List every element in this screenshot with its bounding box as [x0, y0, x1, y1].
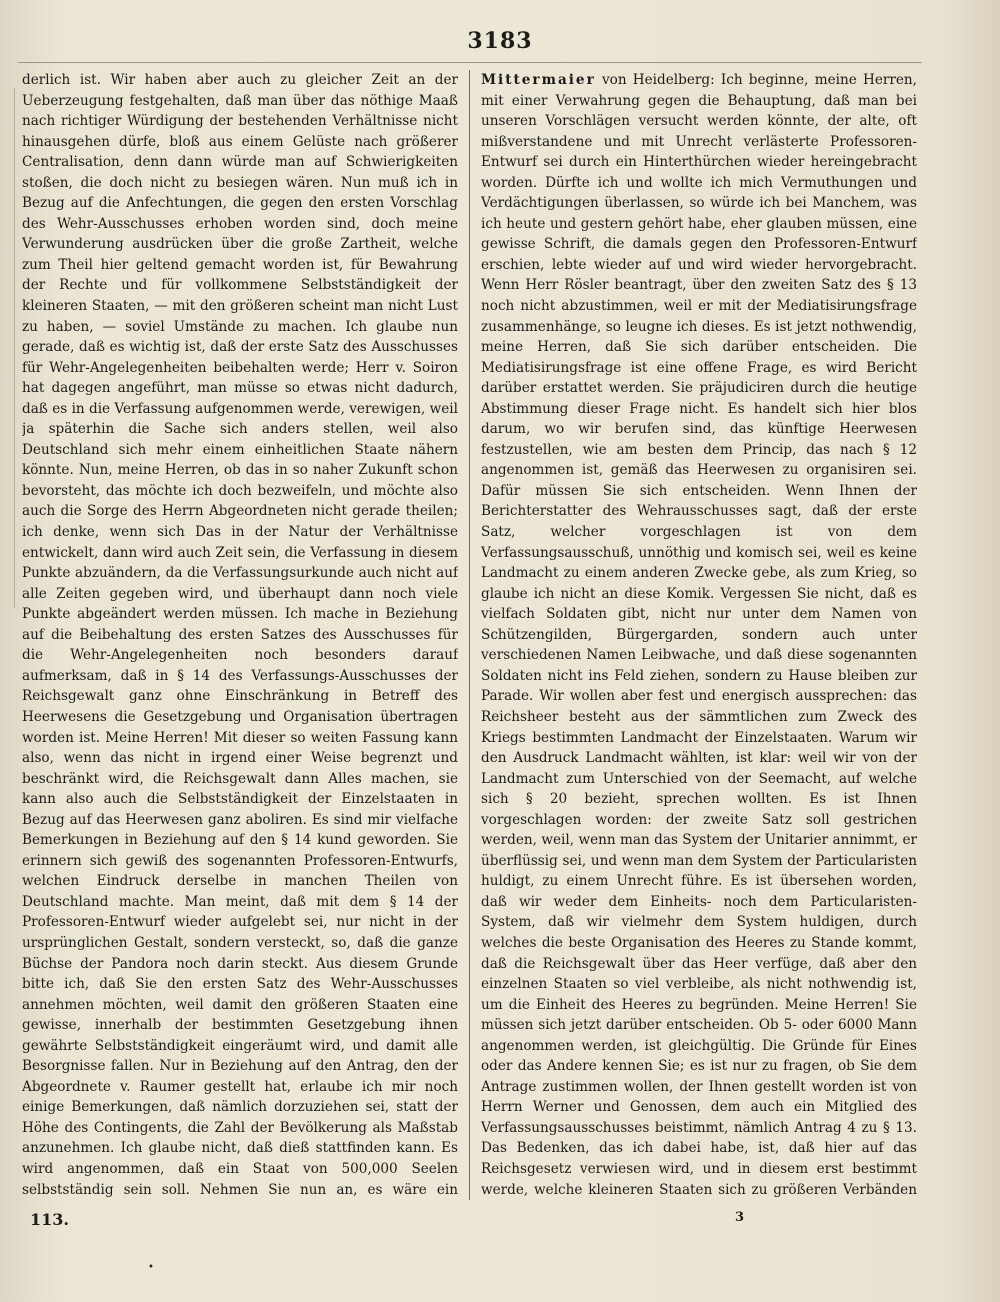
left-column	[22, 70, 458, 1200]
right-column-text	[481, 70, 917, 1200]
print-dot: •	[148, 1262, 154, 1273]
column-divider	[469, 70, 470, 1200]
left-column-text: derlich ist. Wir haben aber auch zu gleicher Zeit an der Ueberzeugung festgehalten, daß man über das nöthige Maaß nach richtiger Würdigung der bestehenden Verhältnisse nicht hinausgehen dürfe, bloß aus einem Gelüste nach größerer Centralisation, denn dann würde man auf Schwierigkeiten stoßen, die doch nicht zu besiegen wären. Nun muß ich in Bezug auf die Anfechtungen, die gegen den ersten Vorschlag des Wehr-Ausschusses erhoben worden sind, doch meine Verwunderung ausdrücken über die große Zartheit, welche zum Theil hier geltend gemacht worden ist, für Bewahrung der Rechte und für vollkommene Selbstständigkeit der kleineren Staaten, — mit den größeren scheint man nicht Lust zu haben, — soviel Umstände zu machen. Ich glaube nun gerade, daß es wichtig ist, daß der erste Satz des Ausschusses für Wehr-Angelegenheiten beibehalten werde; Herr v. Soiron hat dagegen angeführt, man müsse so etwas nicht dadurch, daß es in die Verfassung aufgenommen werde, verewigen, weil ja späterhin die Sache sich anders stellen, weil also Deutschland sich mehr einem einheitlichen Staate nähern könnte. Nun, meine Herren, ob das in so naher Zukunft schon bevorsteht, das möchte ich doch bezweifeln, und möchte also auch die Sorge des Herrn Abgeordneten nicht gerade theilen; ich denke, wenn sich Das in der Natur der Verhältnisse entwickelt, dann wird auch Zeit sein, die Verfassung in diesem Punkte abzuändern, da die Verfassungsurkunde auch nicht auf alle Zeiten gegeben wird, und überhaupt dann noch viele Punkte abgeändert werden müssen. Ich mache in Beziehung auf die Beibehaltung des ersten Satzes des Ausschusses für die Wehr-Angelegenheiten noch besonders darauf aufmerksam, daß in § 14 des Verfassungs-Ausschusses der Reichsgewalt ganz ohne Einschränkung in Betreff des Heerwesens die Gesetzgebung und Organisation übertragen worden ist. Meine Herren! Mit dieser so weiten Fassung kann also, wenn das nicht in irgend einer Weise begrenzt und beschränkt wird, die Reichsgewalt dann Alles machen, sie kann also auch die Selbstständigkeit der Einzelstaaten in Bezug auf das Heerwesen ganz aboliren. Es sind mir vielfache Bemerkungen in Beziehung auf den § 14 kund geworden. Sie erinnern sich gewiß des sogenannten Professoren-Entwurfs, welchen Eindruck derselbe in manchen Theilen von Deutschland machte. Man meint, daß mit dem § 14 der Professoren-Entwurf wieder aufgelebt sei, nur nicht in der ursprünglichen Gestalt, sondern versteckt, so, daß die ganze Büchse der Pandora noch darin steckt. Aus diesem Grunde bitte ich, daß Sie den ersten Satz des Wehr-Ausschusses annehmen möchten, weil damit den größeren Staaten eine gewisse, innerhalb der bestimmten Gesetzgebung ihnen gewährte Selbstständigkeit eingeräumt wird, und damit alle Besorgnisse fallen. Nur in Beziehung auf den Antrag, den der Abgeordnete v. Raumer gestellt hat, erlaube ich mir noch einige Bemerkungen, daß nämlich dorzuziehen sei, statt der Höhe des Contingents, die Zahl der Bevölkerung als Maßstab anzunehmen. Ich glaube nicht, daß dieß stattfinden kann. Es wird angenommen, daß ein Staat von 500,000 Seelen selbstständig sein soll. Nehmen Sie nun an, es wäre ein	[22, 72, 458, 1198]
right-column	[481, 70, 917, 1200]
page-number: 3183	[467, 28, 533, 54]
margin-pencil-mark	[14, 88, 15, 608]
signature-mark-left: 113.	[30, 1210, 69, 1229]
speech-text: von Heidelberg: Ich beginne, meine Herren, mit einer Verwahrung gegen die Behauptung, daß man bei unseren Vorschlägen versucht werden könnte, der alte, oft mißverstandene und mit Unrecht verlästerte Professoren-Entwurf sei durch ein Hinterthürchen wieder hereingebracht worden. Dürfte ich und wollte ich mich Vermuthungen und Verdächtigungen überlassen, so würde ich bei Manchem, was ich heute und gestern gehört habe, eher glauben müssen, eine gewisse Schrift, die damals gegen den Professoren-Entwurf erschien, lebte wieder auf und wird wieder hervorgebracht. Wenn Herr Rösler beantragt, über den zweiten Satz des § 13 noch nicht abzustimmen, weil er mit der Mediatisirungsfrage zusammenhänge, so leugne ich dieses. Es ist jetzt nothwendig, meine Herren, daß Sie sich darüber entscheiden. Die Mediatisirungsfrage ist eine offene Frage, es wird Bericht darüber erstattet werden. Sie präjudiciren durch die heutige Abstimmung dieser Frage nicht. Es handelt sich hier blos darum, wo wir berufen sind, das künftige Heerwesen festzustellen, wie am besten dem Princip, das nach § 12 angenommen ist, gemäß das Heerwesen zu organisiren sei. Dafür müssen Sie sich entscheiden. Wenn Ihnen der Berichterstatter des Wehrausschusses sagt, daß der erste Satz, welcher vorgeschlagen ist von dem Verfassungsausschuß, unnöthig und komisch sei, weil es keine Landmacht zu einem anderen Zwecke gebe, als zum Krieg, so glaube ich nicht an diese Komik. Vergessen Sie nicht, daß es vielfach Soldaten gibt, nicht nur unter dem Namen von Schützengilden, Bürgergarden, sondern auch unter verschiedenen Namen Leibwache, und daß diese sogenannten Soldaten nicht ins Feld ziehen, sondern zu Hause bleiben zur Parade. Wir wollen aber fest und energisch aussprechen: das Reichsheer besteht aus der sämmtlichen zum Zweck des Kriegs bestimmten Landmacht der Einzelstaaten. Warum wir den Ausdruck Landmacht wählten, ist klar: weil wir von der Landmacht zum Unterschied von der Seemacht, auf welche sich § 20 bezieht, sprechen wollten. Es ist Ihnen vorgeschlagen worden: der zweite Satz soll gestrichen werden, weil, wenn man das System der Unitarier annimmt, er überflüssig sei, und wenn man dem System der Particularisten huldigt, zu einem Unrecht führe. Es ist übersehen worden, daß wir weder dem Einheits- noch dem Particularisten-System, daß wir vielmehr dem System huldigen, durch welches die beste Organisation des Heeres zu Stande kommt, daß die Reichsgewalt über das Heer verfüge, daß aber den einzelnen Staaten so viel verbleibe, als nicht nothwendig ist, um die Einheit des Heeres zu begründen. Meine Herren! Sie müssen sich jetzt darüber entscheiden. Ob 5- oder 6000 Mann angenommen werden, ist gleichgültig. Die Gründe für Eines oder das Andere kennen Sie; es ist nur zu fragen, ob Sie dem Antrage zustimmen wollen, der Ihnen gestellt worden ist von Herrn Werner und Genossen, dem auch ein Mitglied des Verfassungsausschusses beistimmt, nämlich Antrag 4 zu § 13. Das Bedenken, das ich dabei habe, ist, daß hier auf das Reichsgesetz verwiesen wird, und in diesem erst bestimmt werde, welche kleineren Staaten sich zu größeren Verbänden	[481, 72, 917, 1198]
signature-mark-right: 3	[735, 1210, 745, 1225]
header-rule	[18, 62, 922, 63]
speaker-name: Mittermaier	[481, 72, 596, 88]
